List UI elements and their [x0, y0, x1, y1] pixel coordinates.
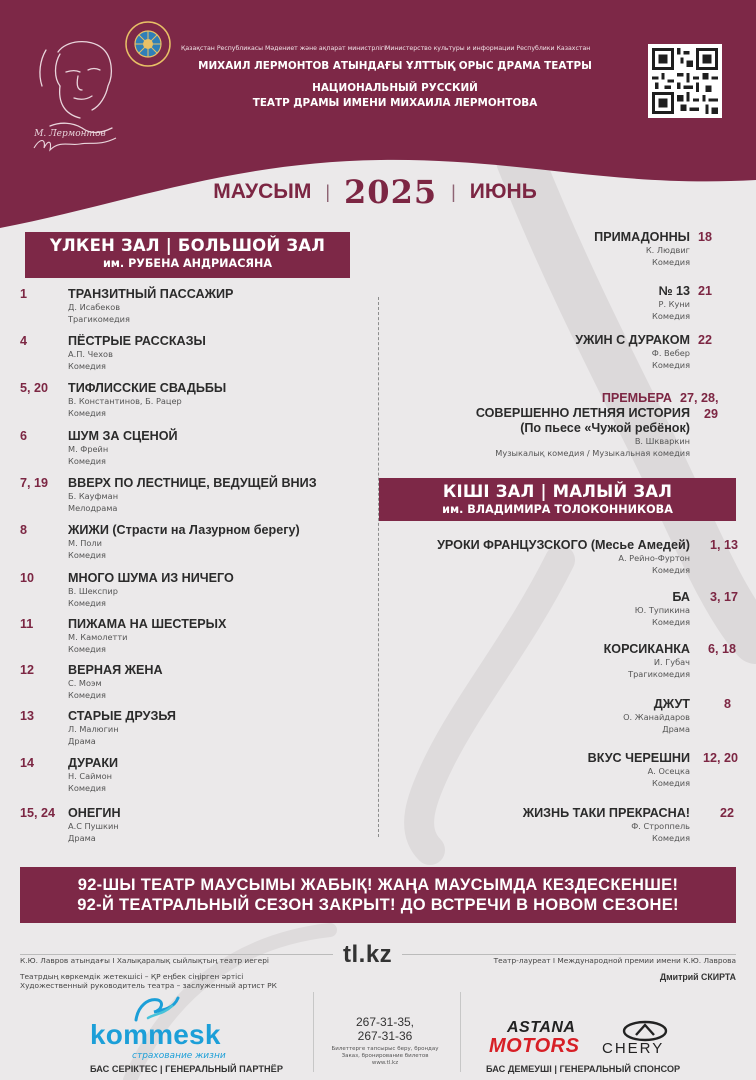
- banner-line-kz: 92-ШЫ ТЕАТР МАУСЫМЫ ЖАБЫҚ! ЖАҢА МАУСЫМДА КЕЗДЕСКЕНШЕ!: [77, 876, 679, 894]
- big-hall-subtitle: им. РУБЕНА АНДРИАСЯНА: [102, 257, 273, 270]
- play-author: М. Фрейн: [68, 444, 109, 454]
- footer-divider-right: [460, 992, 461, 1072]
- play-author: В. Шкваркин: [634, 436, 690, 446]
- phones-website: www.tl.kz: [371, 1060, 399, 1066]
- play-author: В. Константинов, Б. Рацер: [68, 396, 182, 406]
- play-author: Б. Кауфман: [68, 491, 119, 501]
- premiere-dates: 27, 28,: [680, 391, 719, 405]
- play-dates: 3, 17: [710, 590, 739, 604]
- premiere-dates-cont: 29: [704, 407, 719, 421]
- play-entry: [20, 429, 348, 467]
- play-title: СТАРЫЕ ДРУЗЬЯ: [68, 709, 176, 723]
- play-dates: 6, 18: [708, 642, 737, 656]
- play-dates: 14: [20, 756, 35, 770]
- play-entry: [370, 333, 713, 371]
- play-title: ОНЕГИН: [68, 806, 121, 820]
- play-genre: Драма: [68, 735, 96, 746]
- chery-logo-icon: [620, 1020, 670, 1042]
- month-ru: ИЮНЬ: [469, 180, 537, 203]
- month-title: [190, 172, 560, 212]
- play-entry: [370, 642, 737, 680]
- play-genre: Музыкалық комедия / Музыкальная комедия: [495, 447, 690, 458]
- play-genre: Комедия: [68, 782, 106, 793]
- play-entry: [20, 287, 348, 325]
- play-title: ЖИЖИ (Страсти на Лазурном берегу): [68, 523, 300, 537]
- play-title: БА: [672, 590, 690, 604]
- play-title: МНОГО ШУМА ИЗ НИЧЕГО: [68, 571, 234, 585]
- theatre-name-ru-1: НАЦИОНАЛЬНЫЙ РУССКИЙ: [312, 82, 478, 94]
- play-dates: 10: [20, 571, 35, 585]
- play-entry: [370, 284, 713, 322]
- play-author: О. Жанайдаров: [623, 712, 690, 722]
- play-genre: Комедия: [68, 549, 106, 560]
- play-author: А. Рейно-Фуртон: [618, 553, 690, 563]
- phones-note-ru: Заказ, бронирование билетов: [341, 1053, 429, 1059]
- play-dates: 12, 20: [703, 751, 739, 765]
- play-author: А.С Пушкин: [68, 821, 119, 831]
- play-dates: 7, 19: [20, 476, 49, 490]
- director-ru: Художественный руководитель театра – заслуженный артист РК: [20, 981, 277, 990]
- month-separator: |: [451, 181, 456, 202]
- play-genre: Комедия: [652, 310, 690, 321]
- play-genre: Мелодрама: [68, 502, 118, 513]
- play-entry: [20, 381, 348, 419]
- play-entry: [20, 523, 348, 561]
- play-entry: [20, 571, 348, 609]
- season-closed-banner: [20, 867, 736, 923]
- play-genre: Драма: [662, 723, 690, 734]
- play-genre: Комедия: [68, 360, 106, 371]
- play-entry: [370, 697, 732, 735]
- play-dates: 5, 20: [20, 381, 49, 395]
- phone-number[interactable]: 267-31-35,: [355, 1015, 415, 1029]
- kommesk-tagline: страхование жизни: [132, 1051, 226, 1061]
- general-partner-label: БАС СЕРІКТЕС | ГЕНЕРАЛЬНЫЙ ПАРТНЁР: [90, 1064, 283, 1074]
- play-title: ПИЖАМА НА ШЕСТЕРЫХ: [68, 617, 227, 631]
- play-title: ВЕРНАЯ ЖЕНА: [68, 663, 163, 677]
- play-genre: Трагикомедия: [68, 313, 130, 324]
- play-entry: [370, 751, 739, 789]
- director-name: Дмитрий СКИРТА: [659, 972, 736, 982]
- big-hall-header: [25, 232, 350, 278]
- lermontov-portrait: [20, 30, 130, 160]
- play-author: М. Поли: [68, 538, 102, 548]
- play-author: А.П. Чехов: [68, 349, 113, 359]
- theatre-name-ru-2: ТЕАТР ДРАМЫ ИМЕНИ МИХАИЛА ЛЕРМОНТОВА: [252, 97, 538, 109]
- small-hall-header: [379, 478, 736, 521]
- play-title: СОВЕРШЕННО ЛЕТНЯЯ ИСТОРИЯ: [475, 406, 690, 420]
- play-genre: Комедия: [68, 455, 106, 466]
- play-author: С. Моэм: [68, 678, 102, 688]
- play-dates: 1, 13: [710, 538, 739, 552]
- play-author: В. Шекспир: [68, 586, 118, 596]
- play-title: ВВЕРХ ПО ЛЕСТНИЦЕ, ВЕДУЩЕЙ ВНИЗ: [68, 476, 317, 490]
- footer-divider-left: [313, 992, 314, 1072]
- play-entry: [370, 806, 735, 844]
- play-author: Л. Малюгин: [68, 724, 119, 734]
- play-title: УЖИН С ДУРАКОМ: [575, 333, 690, 347]
- play-entry: [370, 230, 713, 268]
- play-entry: [20, 617, 348, 655]
- play-entry: [20, 663, 348, 701]
- play-title: № 13: [658, 284, 690, 298]
- play-entry: [370, 590, 739, 628]
- play-title: ДУРАКИ: [68, 756, 119, 770]
- play-genre: Комедия: [68, 407, 106, 418]
- play-entry: [20, 709, 348, 747]
- play-dates: 11: [20, 617, 34, 631]
- play-title: УРОКИ ФРАНЦУЗСКОГО (Месье Амедей): [437, 538, 690, 552]
- laureate-kz: К.Ю. Лавров атындағы I Халықаралық сыйлықтың театр иегері: [20, 956, 269, 965]
- play-genre: Комедия: [652, 564, 690, 575]
- play-title: ПЁСТРЫЕ РАССКАЗЫ: [68, 334, 206, 348]
- month-separator: |: [325, 181, 331, 202]
- website-link[interactable]: tl.kz: [333, 942, 402, 968]
- play-entry: [370, 538, 739, 576]
- play-genre: Трагикомедия: [628, 668, 690, 679]
- play-dates: 22: [720, 806, 735, 820]
- play-title: ВКУС ЧЕРЕШНИ: [587, 751, 690, 765]
- play-dates: 21: [698, 284, 713, 298]
- phones-note-kz: Билеттерге тапсырыс беру, брондау: [331, 1046, 439, 1052]
- play-entry: [20, 806, 348, 844]
- play-genre: Комедия: [68, 597, 106, 608]
- play-genre: Драма: [68, 832, 96, 843]
- big-hall-name: ҮЛКЕН ЗАЛ | БОЛЬШОЙ ЗАЛ: [49, 236, 326, 255]
- year: 2025: [344, 173, 438, 211]
- play-genre: Комедия: [68, 643, 106, 654]
- chery-brand: CHERY: [602, 1040, 665, 1057]
- play-dates: 18: [698, 230, 713, 244]
- play-author: А. Осецка: [647, 766, 690, 776]
- play-author: И. Губач: [653, 657, 690, 667]
- play-title: ПРИМАДОННЫ: [594, 230, 690, 244]
- ministry-kz: Қазақстан Республикасы Мәдениет және ақпарат министрлігі: [181, 45, 386, 52]
- play-author: Р. Куни: [658, 299, 690, 309]
- play-dates: 12: [20, 663, 35, 677]
- play-genre: Комедия: [652, 359, 690, 370]
- play-entry: [20, 334, 348, 372]
- play-author: Д. Исабеков: [68, 302, 121, 312]
- motors-brand: MOTORS: [489, 1035, 580, 1057]
- play-genre: Комедия: [652, 256, 690, 267]
- play-dates: 6: [20, 429, 28, 443]
- premiere-label: ПРЕМЬЕРА: [601, 391, 672, 405]
- month-kz: МАУСЫМ: [213, 180, 312, 203]
- director-kz: Театрдың көркемдік жетекшісі – ҚР еңбек сіңірген әртісі: [20, 972, 244, 981]
- kommesk-brand: kommesk: [90, 1019, 221, 1050]
- play-title: ДЖУТ: [653, 697, 690, 711]
- small-hall-name: КІШІ ЗАЛ | МАЛЫЙ ЗАЛ: [442, 482, 673, 501]
- play-author: К. Людвиг: [645, 245, 690, 255]
- ticket-phones: [330, 1015, 440, 1066]
- play-dates: 1: [20, 287, 28, 301]
- play-entry: [20, 476, 348, 514]
- general-sponsor-label: БАС ДЕМЕУШІ | ГЕНЕРАЛЬНЫЙ СПОНСОР: [486, 1064, 681, 1074]
- play-dates: 4: [20, 334, 28, 348]
- play-genre: Комедия: [652, 832, 690, 843]
- play-entry: [20, 756, 348, 794]
- laureate-ru: Театр-лауреат I Международной премии имени К.Ю. Лаврова: [493, 956, 736, 965]
- play-dates: 15, 24: [20, 806, 56, 820]
- play-dates: 13: [20, 709, 35, 723]
- play-author: М. Камолетти: [68, 632, 128, 642]
- play-genre: Комедия: [68, 689, 106, 700]
- play-genre: Комедия: [652, 616, 690, 627]
- play-dates: 8: [724, 697, 732, 711]
- phone-number[interactable]: 267-31-36: [357, 1029, 413, 1043]
- astana-brand: ASTANA: [507, 1019, 576, 1036]
- play-dates: 22: [698, 333, 713, 347]
- small-hall-subtitle: им. ВЛАДИМИРА ТОЛОКОННИКОВА: [442, 503, 673, 516]
- play-author: Н. Саймон: [68, 771, 112, 781]
- play-title: ШУМ ЗА СЦЕНОЙ: [68, 429, 178, 443]
- play-dates: 8: [20, 523, 28, 537]
- play-title: ТРАНЗИТНЫЙ ПАССАЖИР: [68, 287, 234, 301]
- play-title: ЖИЗНЬ ТАКИ ПРЕКРАСНА!: [522, 806, 690, 820]
- banner-line-ru: 92-Й ТЕАТРАЛЬНЫЙ СЕЗОН ЗАКРЫТ! ДО ВСТРЕЧИ В НОВОМ СЕЗОНЕ!: [77, 896, 679, 914]
- play-author: Ф. Вебер: [651, 348, 690, 358]
- kazakhstan-emblem: [124, 20, 172, 68]
- play-subtitle: (По пьесе «Чужой ребёнок): [520, 421, 690, 435]
- play-title: ТИФЛИССКИЕ СВАДЬБЫ: [68, 381, 227, 395]
- qr-code[interactable]: [648, 44, 722, 118]
- ministry-ru: Министерство культуры и информации Республики Казахстан: [385, 45, 591, 52]
- play-genre: Комедия: [652, 777, 690, 788]
- portrait-signature: М. Лермонтов: [34, 129, 106, 139]
- play-title: КОРСИКАНКА: [603, 642, 690, 656]
- theatre-name-kz: МИХАИЛ ЛЕРМОНТОВ АТЫНДАҒЫ ҰЛТТЫҚ ОРЫС ДРАМА ТЕАТРЫ: [198, 60, 592, 72]
- play-author: Ф. Строппель: [631, 821, 690, 831]
- play-author: Ю. Тупикина: [634, 605, 690, 615]
- premiere-entry: [370, 391, 719, 459]
